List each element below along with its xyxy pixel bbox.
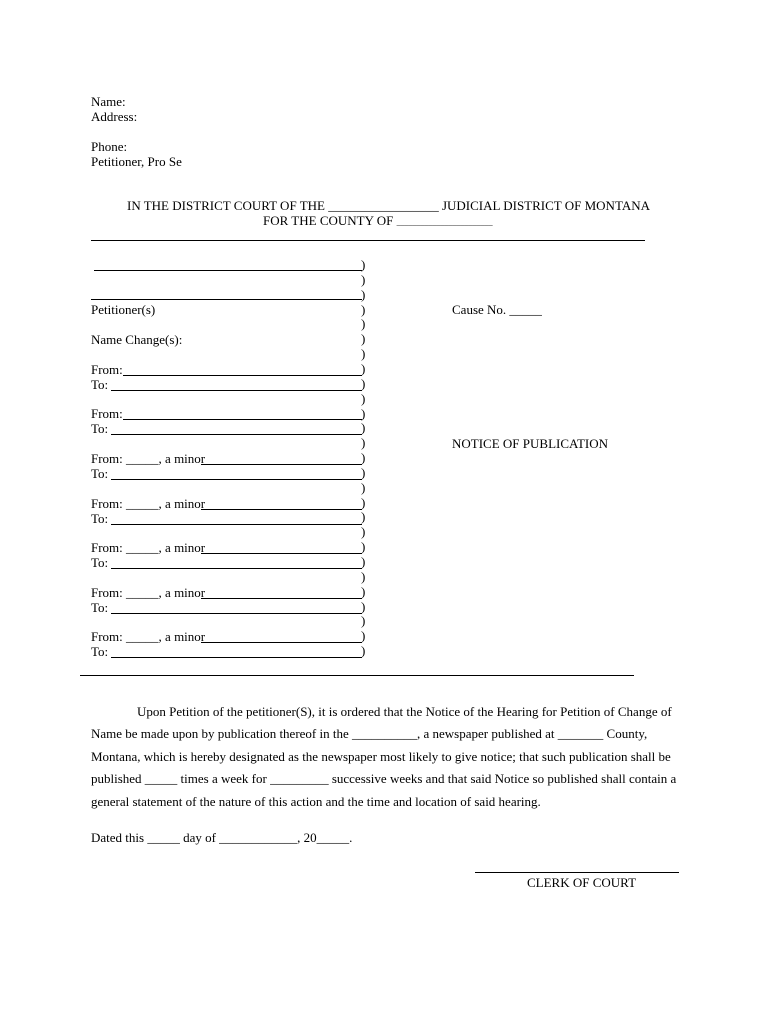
caption-paren: ) <box>361 301 366 317</box>
minor-from-field-3[interactable] <box>201 540 362 554</box>
from-label: From: <box>91 629 123 644</box>
court-heading-line1 <box>127 198 650 214</box>
to-label: To: <box>91 466 109 481</box>
cause-number <box>452 302 542 318</box>
caption-paren: ) <box>361 628 366 644</box>
minor-from-row <box>91 451 205 467</box>
minor-from-field-1[interactable] <box>201 451 362 465</box>
county-blank: ________________________ <box>396 218 493 227</box>
order-line-1: Upon Petition of the petitioner(S), it is ordered that the Notice of the Hearing for Petition of Change of <box>137 704 672 719</box>
court-heading-line2 <box>263 213 493 229</box>
minor-name-blank[interactable]: _____ <box>126 540 159 555</box>
notice-title: NOTICE OF PUBLICATION <box>452 436 608 451</box>
caption-paren: ) <box>361 286 366 302</box>
judicial-district-blank: _________________ <box>328 198 439 213</box>
caption-paren: ) <box>361 435 366 451</box>
caption-paren: ) <box>361 554 366 569</box>
from-label: From: <box>91 406 123 421</box>
caption-paren: ) <box>361 568 366 584</box>
petitioner-name-line <box>91 299 362 300</box>
to-label: To: <box>91 511 109 526</box>
to-field-7[interactable] <box>111 644 362 658</box>
to-label: To: <box>91 600 109 615</box>
address-label: Address: <box>91 109 138 124</box>
from-label: From: <box>91 362 123 377</box>
caption-paren: ) <box>361 390 366 406</box>
from-label: From: <box>91 540 123 555</box>
to-field-2[interactable] <box>111 421 362 435</box>
heading-rule <box>91 240 645 241</box>
petitioners-label: Petitioner(s) <box>91 302 156 317</box>
phone-label: Phone: <box>91 139 128 154</box>
minor-from-field-5[interactable] <box>201 629 362 643</box>
to-field-4[interactable] <box>111 511 362 525</box>
order-line-3: Montana, which is hereby designated as the newspaper most likely to give notice; that such publication shall be <box>91 749 671 764</box>
name-label: Name: <box>91 94 126 109</box>
minor-from-row <box>91 585 205 601</box>
caption-paren: ) <box>361 360 366 376</box>
to-field-3[interactable] <box>111 466 362 480</box>
to-label: To: <box>91 555 109 570</box>
caption-paren: ) <box>361 524 366 540</box>
from-label: From: <box>91 496 123 511</box>
to-field-5[interactable] <box>111 555 362 569</box>
clerk-of-court-label: CLERK OF COURT <box>527 875 637 890</box>
caption-paren: ) <box>361 479 366 495</box>
caption-paren: ) <box>361 643 366 659</box>
minor-text: , a minor <box>158 496 206 511</box>
dated-line: Dated this _____ day of ____________, 20_____. <box>91 830 353 845</box>
from-label: From: <box>91 585 123 600</box>
court-heading-prefix: IN THE DISTRICT COURT OF THE <box>127 198 325 213</box>
minor-name-blank[interactable]: _____ <box>126 629 159 644</box>
caption-paren: ) <box>361 375 366 391</box>
order-line-4: published _____ times a week for _________ successive weeks and that said Notice so published shall contain a <box>91 771 677 786</box>
order-line-2: Name be made upon by publication thereof in the __________, a newspaper published at _______ County, <box>91 726 648 741</box>
caption-paren: ) <box>361 346 366 362</box>
minor-from-field-2[interactable] <box>201 496 362 510</box>
caption-paren: ) <box>361 450 366 466</box>
to-label: To: <box>91 421 109 436</box>
minor-from-field-4[interactable] <box>201 585 362 599</box>
caption-paren: ) <box>361 316 366 332</box>
caption-paren: ) <box>361 494 366 510</box>
caption-top-line <box>94 270 362 271</box>
minor-text: , a minor <box>158 585 206 600</box>
caption-bottom-rule <box>80 675 634 676</box>
minor-name-blank[interactable]: _____ <box>126 451 159 466</box>
from-field-2[interactable] <box>123 406 362 420</box>
to-label: To: <box>91 377 109 392</box>
caption-paren: ) <box>361 257 366 272</box>
from-field-1[interactable] <box>123 362 362 376</box>
caption-paren: ) <box>361 509 366 525</box>
caption-paren: ) <box>361 271 366 287</box>
caption-paren: ) <box>361 420 366 436</box>
caption-paren: ) <box>361 598 366 614</box>
to-label: To: <box>91 644 109 659</box>
caption-paren: ) <box>361 405 366 421</box>
caption-paren: ) <box>361 464 366 480</box>
caption-paren: ) <box>361 613 366 629</box>
petitioner-pro-se-label: Petitioner, Pro Se <box>91 154 182 169</box>
signature-line[interactable] <box>475 872 679 873</box>
minor-text: , a minor <box>158 540 206 555</box>
minor-text: , a minor <box>158 629 206 644</box>
from-label: From: <box>91 451 123 466</box>
county-prefix: FOR THE COUNTY OF <box>263 213 394 228</box>
court-heading-suffix: JUDICIAL DISTRICT OF MONTANA <box>441 198 651 213</box>
cause-number-blank[interactable]: _____ <box>509 302 542 317</box>
minor-name-blank[interactable]: _____ <box>126 496 159 511</box>
order-line-5: general statement of the nature of this action and the time and location of said hearing. <box>91 794 541 809</box>
minor-text: , a minor <box>158 451 206 466</box>
caption-paren: ) <box>361 583 366 599</box>
minor-from-row <box>91 540 205 556</box>
cause-label: Cause No. <box>452 302 507 317</box>
to-field-6[interactable] <box>111 600 362 614</box>
minor-from-row <box>91 629 205 645</box>
minor-name-blank[interactable]: _____ <box>126 585 159 600</box>
minor-from-row <box>91 496 205 512</box>
name-changes-label: Name Change(s): <box>91 332 183 347</box>
caption-paren: ) <box>361 539 366 555</box>
to-field-1[interactable] <box>111 377 362 391</box>
caption-paren: ) <box>361 331 366 347</box>
